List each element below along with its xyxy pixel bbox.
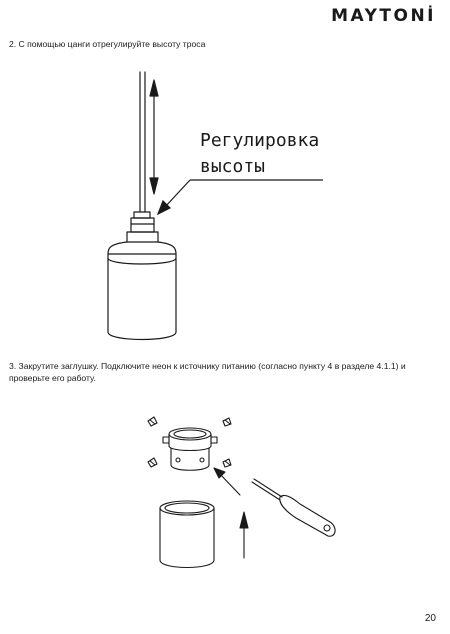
callout-line-1: Регулировка — [200, 130, 320, 151]
page-number: 20 — [424, 613, 436, 624]
end-cap-assembly-illustration — [0, 405, 450, 575]
height-adjustment-illustration — [0, 60, 450, 350]
step-2-text: 2. С помощью цанги отрегулируйте высоту троса — [9, 39, 206, 49]
step-3-text: 3. Закрутите заглушку. Подключите неон к источнику питанию (согласно пункту 4 в разделе 4.1.1) и проверьте его работу. — [9, 361, 406, 383]
brand-logo: MAYTONİ — [331, 6, 436, 26]
screw-top-left — [148, 417, 157, 426]
callout-line-2: высоты — [200, 156, 266, 177]
